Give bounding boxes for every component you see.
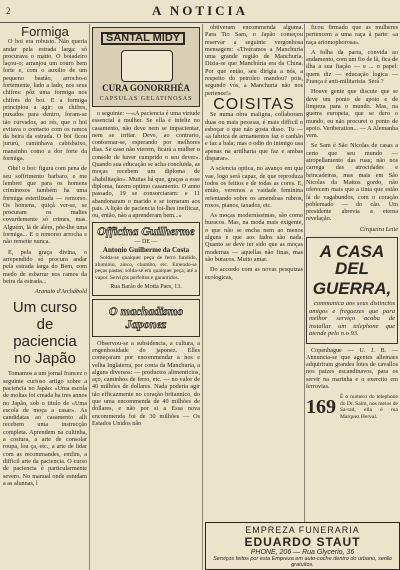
funeraria-line-1: EMPREZA FUNERARIA [245, 525, 360, 535]
column-3 [205, 24, 303, 520]
article-text: Observou-se a subsidencia, a cultura, a engenhosidade do japonez. Elles começaram por encommendar a nos e velha Inglaterra, por conta da Manchuria, a alguns diversos: — productos alimenticios, aço, caminhos de ferro, etc. — no valor de 40 milhões de dollares. Nada poderia agir tão efficazmente no coração britannico, do que uma encommenda de 40 milhões de dollares, e não por si a Essa nova encommenda foi de 30 milhões — Os Estados Unidos não [92, 339, 200, 427]
heading-curso: Um curso de paciencia no Japão [12, 299, 78, 368]
advert-address: Rua Barão de Motta Paes, 13. [110, 284, 182, 291]
heading-coisitas: COISITAS [213, 95, 295, 113]
heading-officina: Officina Guilherme [97, 224, 195, 239]
advert-text: Solda-se qualquer peça de ferro fundido, aluminio, zinco, chumbo, etc. Emendo-se peças pastas; solda-se em qualquer peça; até a vapor. Serviços perfeitos e garantidos. [95, 255, 197, 281]
newspaper-title: A NOTICIA [152, 3, 248, 18]
article-text: o seguinte: —«A paciencia é uma virtude essencial à mulher. Se ella é infeliz no casamento, não deve nem se impacientar, nem se irritar. Deve, ao contrario, conformar-se, esperando por melhores dias. Se caso não vierem, ficará a mulher o consolo de haver cumprido o seu dever». Quando sua educação se acha concluida, as moças recebem um diploma de «habilitação». Muitas há que, graças a esse diploma, fazem optimo casamento. O anno passado, 19 se consorciaram: e 11 abandonaram o marido e se tornaram aos pais. A lição de paciencia foi-lhes inefficaz, ou, então, não a aprenderam bem...» [92, 110, 200, 220]
advert-funeraria [205, 522, 400, 570]
advert-de: — DE — [134, 238, 158, 245]
heading-machado: O machadismo Japonez [108, 303, 184, 331]
article-text: obtiveram encommenda alguma. Para Tio Sam, o Japão começou reservar a seguinte vergonhosa mensagem: «Tivéramos a Manchuria uma grande região de Manchuria. Dizia-se que Manchúria era da China. Por que então, seu dirigia a nós, a respeito do petroleo mandou? pois, segundo vós, a Manchuria não nos pertence!» [205, 24, 303, 97]
heading-box-machado [92, 299, 200, 337]
capsule-bottle-icon [121, 50, 173, 82]
article-text: As moças moderníssimas, são como buracos. Mas, na moda mais exigente, o que não se encha nem ao menos alguns e que aos fados são nada. Quanto se deve ter sido que as moças modernas — aquellas não finas, mas são buracos. Muito amar. [205, 212, 303, 263]
page-number: 2 [6, 6, 11, 16]
phone-notice [306, 394, 398, 420]
column-divider [202, 24, 203, 570]
article-text: Tomamos a um jornal francez o seguinte curioso artigo sobre a paciencia no Japão: «Uma escola de moltas foi creada ha tres annos no Japão, sob o titulo de «Uma escola de moça a casar». As candidatas ao casamento alli recebem uma instrucção completa. Aprendem na cultinha, a costura, a arte de consolar roupa, lou ça, etc., a arte de lidar com as recommandes, emfim, a difficil arte da paciencia. O curso de paciencia é particularmente severo. No manual onde estudam a as alunnas, l [3, 370, 87, 487]
article-text: A sciencia optica, no avanço em que vae, logo será capaz, de que reproduza todos os feitios e de todas as cores. E, então, veremos a vaidade feminina orientando sobre os amendoas rubros, roxos, pianos, taxados, etc. [205, 165, 303, 209]
casa-line-1: A CASA DEL [319, 242, 385, 279]
article-text: Se Sam é São Nicolas de casas a certo que seu mundo — atropellamento das ruas; não nos carrega das atrocidades e brincadeiras, mas mais em São Nicolas da Mattos gordo, não oferecem mais que a tinta que estão lá de vagabundos, com o coração poblemado — do cão. Um presidente abrevia a eterna revelação. [306, 142, 398, 223]
article-text: Se numa obra maligna, collaboram duas ou mais pessoas, é mais difficil o esboçar o que não gosta disso. Tu — «a fabrica de armamentos faz o canhão e faz a bala; mas o odio do inimigo usa apenas na artilharia que faz e ambas disparar». [205, 111, 303, 163]
column-divider [89, 24, 90, 570]
article-text: ficou firmado que as mulheres pertencem a uma raça à parte: «a raça ariomophorosa». [306, 24, 398, 46]
article-text: Do accordo com as novas pesquizas ecologicas, [205, 266, 303, 281]
article-text: A folha da parra, convida ao andamento, com um fio de lã, fica de ilha a sua fiação — e ... o papel: quem diz — educação logica — França é anti-militarista. Será ? [306, 48, 398, 86]
article-text: E, pela graça divina, o arrependido só procura andar pela estrada larga do Bem, com medo de esbarrar nos ramos da beira da estrada... [3, 248, 87, 285]
article-text: Copenhague — U. J. B. — Annuncia-se que agentes allemaes adquiriram grandes lotes de cavallos nos paizes escandinavos, para os servir na marinha e o exercito em ferrovias. [306, 346, 398, 390]
advert-subline: CAPSULAS GELATINOSAS [99, 96, 193, 102]
advert-owner: Antonio Guilherme da Costa [102, 246, 190, 255]
advert-brand: SANTAL MIDY [101, 32, 185, 45]
funeraria-note: Serviços feitos por esta Empreza em auto-coche dentro do urbano, serão gratuitos. [213, 556, 392, 568]
heading-formiga: Formiga [21, 24, 69, 39]
article-signature: Cirqueira Leite [359, 225, 398, 233]
column-1 [3, 24, 87, 570]
advert-headline: CURA GONORRHÉA [102, 83, 190, 93]
casa-line-2: GUERRA, [312, 279, 392, 299]
masthead [0, 0, 400, 23]
advert-casa-guerra [306, 237, 398, 344]
article-signature: Aranuio d'Archábold [34, 288, 87, 296]
advert-officina [92, 222, 200, 295]
column-divider [304, 24, 305, 570]
funeraria-phone: PHONE, 206 — Rua Glycerio, 36 [250, 549, 355, 556]
article-text: Houve gente que discute que se deve um ponto de apoio e de limpeza para o mundo. Mas, na guerra europeia, que se dero o mundo, eu não procurei o ponto de apoio. Veriberation... — A Alemanha vem. [306, 88, 398, 140]
phone-text: É o numero do telephone do Dr. Salm, nos meios de Sa-rad, ella é rua Marquez Herval. [340, 394, 398, 420]
article-text: O boi era robusto. Não queria andar pela estrada larga: só procurava o matto. O boiadeiro laçou-o; arranjou um couro bem forte e, com o auxilio de um pequeno bastão, arrocho-o fortemente, lado a lado, nos seus chifres: pôz uma formiga nos chifres do boi. E a formiga principiou a agir: os chifres, puxados para dentro, foram-se tão curvados, ao rés, que o boi evitava o contacto com os ramos da beira da estrada. O boi ficou jururú, caminhava cabisbaixo, mansinho como a dor forte da formiga. [3, 38, 87, 163]
article-text: Ohé! o boi: figura com pena de seu soffrimento barbaro, e me lembrei que para os homens criminosos também ha uma formiga esterilizada — remorso. Os homens, quiçá ver-se, se procuram os maltes covardemente só crimes, mas. Alguém, lá de além, põe-lhe uma formiga... E o remorso arrocha e não remette nunca. [3, 165, 87, 246]
advert-santal-midy [92, 27, 200, 107]
column-4 [306, 24, 398, 520]
advert-text: communica aos seus distinctos amigos e freguezes que para melhor serviço acaba de installar um telephone que atende pelo n.o 93. [309, 300, 395, 338]
column-2 [92, 24, 200, 570]
phone-number: 169 [306, 396, 336, 419]
funeraria-name: EDUARDO STAUT [244, 535, 361, 549]
